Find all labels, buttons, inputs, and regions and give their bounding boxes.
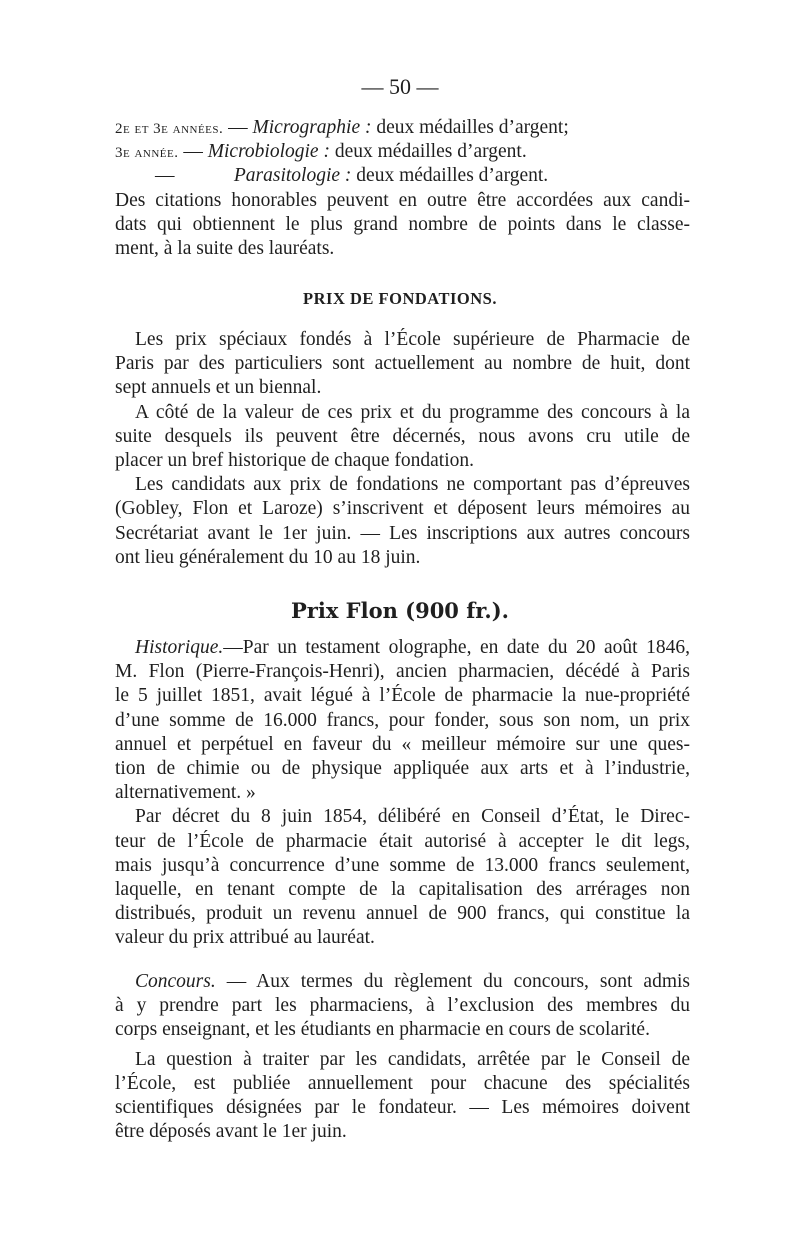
award-text: deux médailles d’argent. xyxy=(356,165,549,187)
paragraph-line: distribués, produit un revenu annuel de 900 francs, qui constitue la xyxy=(115,903,690,925)
paragraph-line: La question à traiter par les candidats, arrêtée par le Conseil de xyxy=(135,1048,690,1070)
concours-label: Concours. xyxy=(135,971,216,992)
flon-concours-block xyxy=(115,970,690,1144)
award-text: deux médailles d’argent; xyxy=(376,117,569,138)
paragraph-line: Par décret du 8 juin 1854, délibéré en Conseil d’État, le Direc- xyxy=(135,806,690,828)
paragraph-line: alternativement. » xyxy=(115,782,256,804)
paragraph-line: annuel et perpétuel en faveur du « meilleur mémoire sur une ques- xyxy=(115,733,690,755)
paragraph-line: A côté de la valeur de ces prix et du programme des concours à la xyxy=(135,401,690,423)
subject-label: Microbiologie : xyxy=(207,141,330,163)
paragraph-line: Secrétariat avant le 1er juin. — Les inscriptions aux autres concours xyxy=(115,522,690,544)
citations-line: dats qui obtiennent le plus grand nombre de points dans le classe- xyxy=(115,213,690,235)
paragraph-line: Paris par des particuliers sont actuellement au nombre de huit, dont xyxy=(115,353,690,375)
paragraph-line: Les candidats aux prix de fondations ne comportant pas d’épreuves xyxy=(135,474,690,496)
section-heading-fondations: PRIX DE FONDATIONS. xyxy=(303,289,497,308)
historique-label: Historique. xyxy=(135,637,224,658)
page-number: — 50 — xyxy=(361,74,439,99)
citations-line: ment, à la suite des lauréats. xyxy=(115,237,335,259)
section-heading-prix-flon: Prix Flon (900 fr.). xyxy=(291,598,509,623)
paragraph-line: M. Flon (Pierre-François-Henri), ancien pharmacien, décédé à Paris xyxy=(115,661,690,683)
year-label: 2e et 3e années. xyxy=(115,121,224,137)
historique-text: —Par un testament olographe, en date du 20 août 1846, xyxy=(223,637,690,658)
award-line-microbiologie xyxy=(115,140,690,164)
paragraph-line: laquelle, en tenant compte de la capitalisation des arrérages non xyxy=(115,878,690,900)
paragraph-line: corps enseignant, et les étudiants en pharmacie en cours de scolarité. xyxy=(115,1019,650,1041)
flon-historique-block xyxy=(115,636,690,950)
paragraph-line: placer un bref historique de chaque fondation. xyxy=(115,449,474,471)
paragraph-line: être déposés avant le 1er juin. xyxy=(115,1121,347,1143)
concours-text: — Aux termes du règlement du concours, sont admis xyxy=(226,971,690,992)
paragraph-line: tion de chimie ou de physique appliquée aux arts et à l’industrie, xyxy=(115,757,690,779)
paragraph-line: teur de l’École de pharmacie était autorisé à accepter le dit legs, xyxy=(115,830,690,852)
paragraph-line: suite desquels ils peuvent être décernés, nous avons cru utile de xyxy=(115,425,690,447)
fondations-block xyxy=(115,328,690,570)
paragraph-line: sept annuels et un biennal. xyxy=(115,377,322,399)
dash: — xyxy=(228,117,248,138)
paragraph-line: Les prix spéciaux fondés à l’École supérieure de Pharmacie de xyxy=(135,329,690,350)
year-label: 3e année. xyxy=(115,145,179,162)
paragraph-line: scientifiques désignées par le fondateur. — Les mémoires doivent xyxy=(115,1096,690,1118)
paragraph-line: d’une somme de 16.000 francs, pour fonder, sous son nom, un prix xyxy=(115,709,690,731)
subject-label: Micrographie : xyxy=(252,117,372,138)
paragraph-line: le 5 juillet 1851, avait légué à l’École de pharmacie la nue-propriété xyxy=(115,685,690,707)
paragraph-line: mais jusqu’à concurrence d’une somme de 13.000 francs seulement, xyxy=(115,854,690,876)
paragraph-line: ont lieu généralement du 10 au 18 juin. xyxy=(115,546,421,568)
paragraph-line: à y prendre part les pharmaciens, à l’exclusion des membres du xyxy=(115,995,690,1017)
citations-line: Des citations honorables peuvent en outre être accordées aux candi- xyxy=(115,189,690,211)
paragraph-line xyxy=(115,970,690,994)
paragraph-line: (Gobley, Flon et Laroze) s’inscrivent et déposent leurs mémoires au xyxy=(115,498,690,520)
paragraph-line: valeur du prix attribué au lauréat. xyxy=(115,927,375,949)
paragraph-line: l’École, est publiée annuellement pour chacune des spécialités xyxy=(115,1072,690,1094)
award-text: deux médailles d’argent. xyxy=(334,141,527,163)
award-line-parasitologie xyxy=(115,164,690,188)
paragraph-line xyxy=(115,636,690,660)
subject-label: Parasitologie : xyxy=(233,165,352,187)
dash: — xyxy=(155,165,175,187)
awards-block xyxy=(115,116,690,261)
award-line-micrographie xyxy=(115,116,690,140)
dash: — xyxy=(183,141,203,163)
